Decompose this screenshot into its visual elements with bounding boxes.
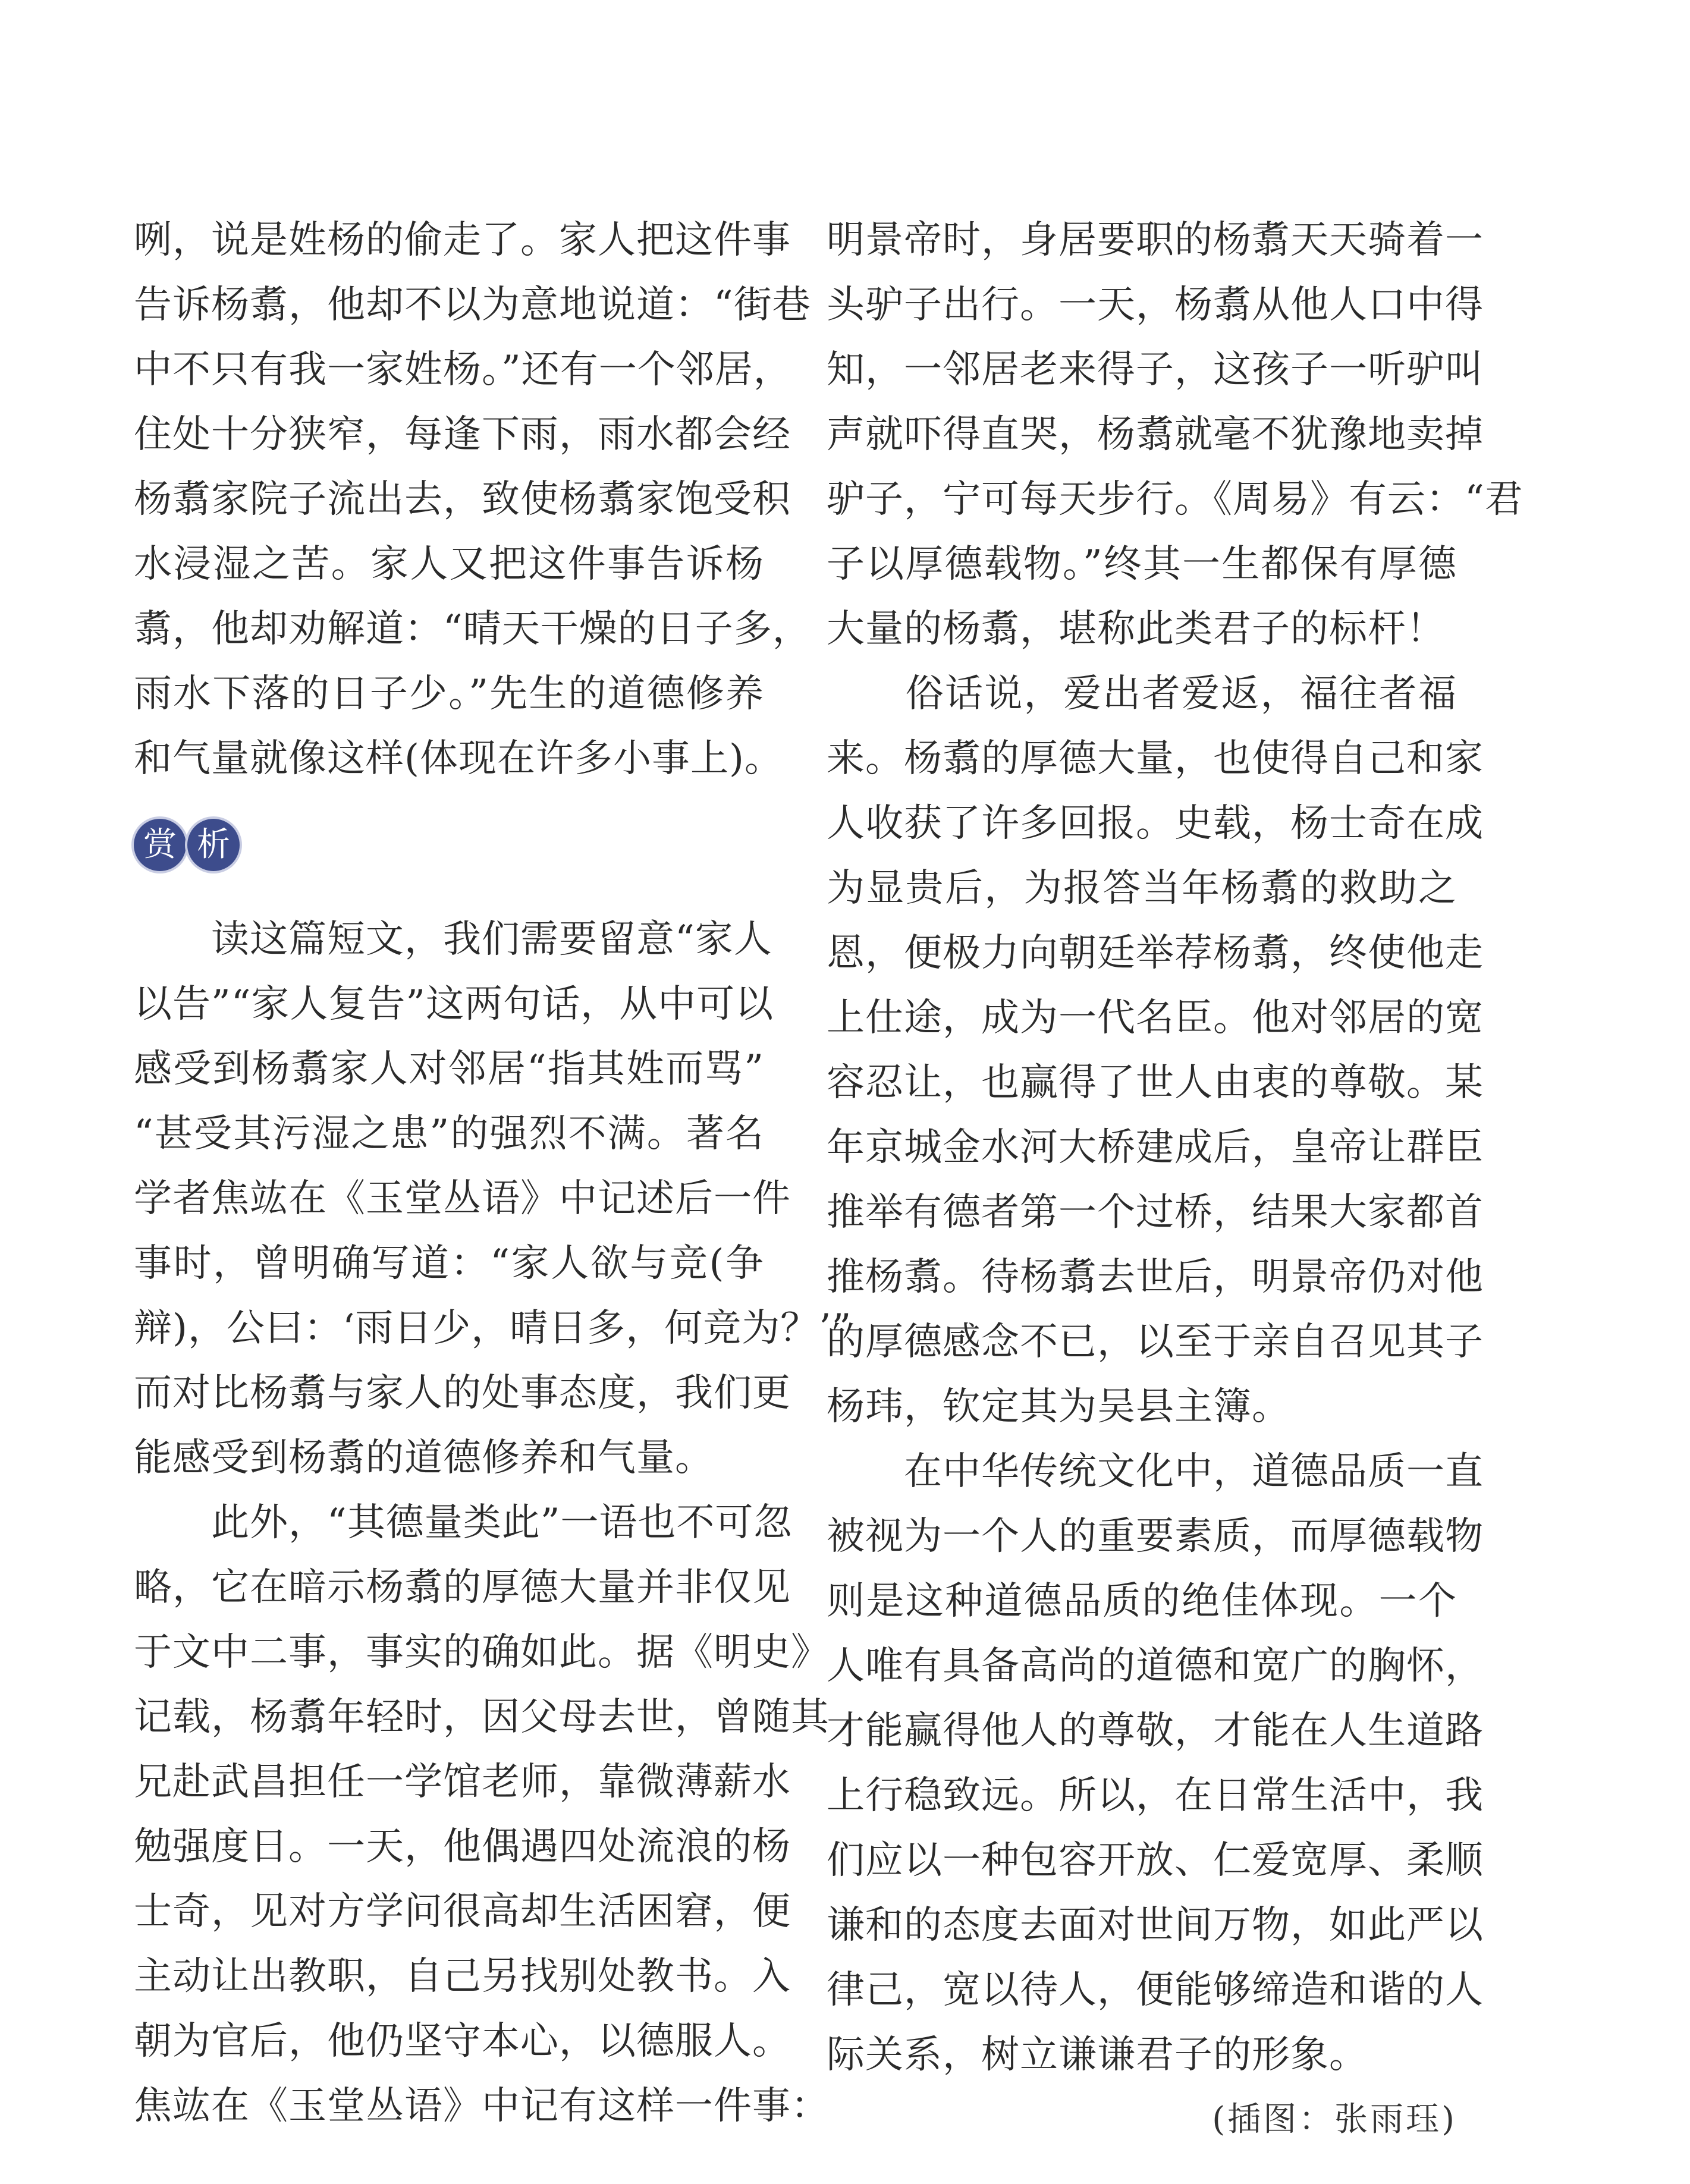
text-line: “甚受其污湿之患”的强烈不满。著名: [134, 1112, 764, 1156]
text-line: 雨水下落的日子少。”先生的道德修养: [134, 672, 764, 716]
text-line: 杨翥家院子流出去，致使杨翥家饱受积: [134, 477, 791, 521]
text-line: 年京城金水河大桥建成后，皇帝让群臣: [827, 1126, 1484, 1170]
text-line: 才能赢得他人的尊敬，才能在人生道路: [827, 1709, 1484, 1753]
text-line: 知，一邻居老来得子，这孩子一听驴叫: [827, 348, 1484, 392]
text-line: 人唯有具备高尚的道德和宽广的胸怀，: [827, 1644, 1484, 1688]
text-line: 此外，“其德量类此”一语也不可忽: [134, 1501, 793, 1545]
section-badge-char: 赏: [134, 819, 186, 871]
text-line: 律己，宽以待人，便能够缔造和谐的人: [827, 1968, 1484, 2012]
text-line: 子以厚德载物。”终其一生都保有厚德: [827, 542, 1457, 586]
text-line: 和气量就像这样(体现在许多小事上)。: [134, 737, 783, 781]
text-line: 上行稳致远。所以，在日常生活中，我: [827, 1774, 1484, 1818]
paragraph: [827, 662, 1484, 1440]
text-line: 上仕途，成为一代名臣。他对邻居的宽: [827, 996, 1484, 1040]
text-line: 头驴子出行。一天，杨翥从他人口中得: [827, 283, 1484, 327]
text-line: 兄赴武昌担任一学馆老师，靠微薄薪水: [134, 1760, 791, 1804]
text-line: 俗话说，爱出者爱返，福往者福: [827, 672, 1457, 716]
text-line: 水浸湿之苦。家人又把这件事告诉杨: [134, 542, 764, 586]
text-line: 学者焦竑在《玉堂丛语》中记述后一件: [134, 1177, 791, 1221]
text-line: 恩，便极力向朝廷举荐杨翥，终使他走: [827, 931, 1484, 975]
paragraph: [134, 1491, 830, 2139]
text-line: 以告”“家人复告”这两句话，从中可以: [134, 982, 774, 1026]
text-line: 焦竑在《玉堂丛语》中记有这样一件事：: [134, 2084, 830, 2128]
text-line: 声就吓得直哭，杨翥就毫不犹豫地卖掉: [827, 413, 1484, 457]
paragraph: [134, 208, 811, 791]
left-column: [134, 208, 852, 2139]
text-line: 勉强度日。一天，他偶遇四处流浪的杨: [134, 1825, 791, 1869]
text-line: 被视为一个人的重要素质，而厚德载物: [827, 1514, 1484, 1558]
paragraph: [134, 907, 852, 1491]
text-line: 容忍让，也赢得了世人由衷的尊敬。某: [827, 1061, 1484, 1105]
text-line: 中不只有我一家姓杨。”还有一个邻居，: [134, 348, 792, 392]
text-line: 感受到杨翥家人对邻居“指其姓而骂”: [134, 1047, 764, 1091]
text-line: 谦和的态度去面对世间万物，如此严以: [827, 1903, 1484, 1947]
text-line: 于文中二事，事实的确如此。据《明史》: [134, 1630, 830, 1674]
text-line: 辩)，公曰：‘雨日少，晴日多，何竞为？’”: [134, 1306, 852, 1350]
text-line: 驴子，宁可每天步行。《周易》有云：“君: [827, 477, 1523, 521]
illustration-credit: (插图：张雨珏): [1212, 2100, 1457, 2139]
right-column: [827, 208, 1523, 2150]
text-line: 则是这种道德品质的绝佳体现。一个: [827, 1579, 1457, 1623]
text-line: 朝为官后，他仍坚守本心，以德服人。: [134, 2019, 791, 2063]
text-line: 推杨翥。待杨翥去世后，明景帝仍对他: [827, 1255, 1484, 1299]
text-line: 事时，曾明确写道：“家人欲与竞(争: [134, 1242, 764, 1286]
text-line: 们应以一种包容开放、仁爱宽厚、柔顺: [827, 1839, 1484, 1883]
text-line: 来。杨翥的厚德大量，也使得自己和家: [827, 737, 1484, 781]
section-heading-appreciation: [134, 815, 764, 875]
paragraph: [827, 1440, 1484, 2088]
text-line: 大量的杨翥，堪称此类君子的标杆！: [827, 607, 1445, 651]
text-line: 人收获了许多回报。史载，杨士奇在成: [827, 802, 1484, 846]
section-badge-char: 析: [187, 819, 240, 871]
text-line: 而对比杨翥与家人的处事态度，我们更: [134, 1371, 791, 1415]
text-line: 推举有德者第一个过桥，结果大家都首: [827, 1190, 1484, 1234]
text-line: 士奇，见对方学问很高却生活困窘，便: [134, 1890, 791, 1934]
paragraph: [827, 208, 1523, 662]
text-line: 杨玮，钦定其为吴县主簿。: [827, 1385, 1290, 1429]
text-line: 咧，说是姓杨的偷走了。家人把这件事: [134, 218, 791, 262]
text-line: 为显贵后，为报答当年杨翥的救助之: [827, 866, 1457, 910]
text-line: 住处十分狭窄，每逢下雨，雨水都会经: [134, 413, 791, 457]
text-line: 读这篇短文，我们需要留意“家人: [134, 917, 772, 961]
text-line: 记载，杨翥年轻时，因父母去世，曾随其: [134, 1695, 830, 1739]
text-line: 略，它在暗示杨翥的厚德大量并非仅见: [134, 1566, 791, 1610]
text-line: 的厚德感念不已，以至于亲自召见其子: [827, 1320, 1484, 1364]
text-line: 明景帝时，身居要职的杨翥天天骑着一: [827, 218, 1484, 262]
text-line: 在中华传统文化中，道德品质一直: [827, 1450, 1484, 1494]
text-line: 翥，他却劝解道：“晴天干燥的日子多，: [134, 607, 811, 651]
text-line: 际关系，树立谦谦君子的形象。: [827, 2033, 1368, 2077]
text-line: 主动让出教职，自己另找别处教书。入: [134, 1954, 791, 1998]
text-line: 能感受到杨翥的道德修养和气量。: [134, 1436, 714, 1480]
text-line: 告诉杨翥，他却不以为意地说道：“街巷: [134, 283, 811, 327]
